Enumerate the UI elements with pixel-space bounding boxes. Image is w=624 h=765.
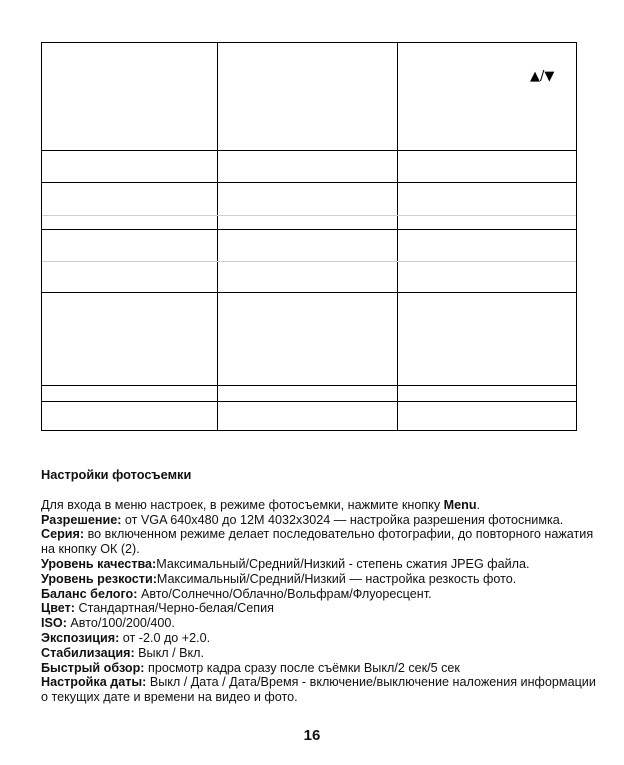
- item-text: во включенном режиме делает последовательно фотографии, до повторного нажатия на кнопку ОК (2).: [41, 527, 594, 557]
- list-item: [41, 631, 601, 646]
- item-text: от -2.0 до +2.0.: [119, 630, 211, 645]
- section-content: [41, 468, 601, 705]
- list-item: [41, 557, 601, 572]
- intro-text: Для входа в меню настроек, в режиме фотосъемки, нажмите кнопку: [41, 497, 444, 512]
- intro-tail: .: [476, 497, 481, 512]
- table-row-divider: [42, 150, 576, 151]
- table-column-divider: [397, 43, 398, 430]
- intro-paragraph: [41, 498, 601, 513]
- item-label: Настройка даты:: [41, 675, 147, 690]
- table-row-divider: [42, 215, 576, 216]
- item-label: Разрешение:: [41, 512, 122, 527]
- item-text: Максимальный/Средний/Низкий — настройка резкость фото.: [156, 571, 517, 586]
- list-item: [41, 527, 601, 557]
- list-item: [41, 661, 601, 676]
- up-down-arrows-icon: ▲/▼: [530, 69, 555, 84]
- item-label: Уровень качества:: [41, 556, 157, 571]
- item-text: просмотр кадра сразу после съёмки Выкл/2 сек/5 сек: [144, 660, 460, 675]
- table-row-divider: [42, 229, 576, 230]
- item-text: Авто/Солнечно/Облачно/Вольфрам/Флуоресцент.: [137, 586, 432, 601]
- table-row-divider: [42, 401, 576, 402]
- item-label: Цвет:: [41, 601, 75, 616]
- item-label: ISO:: [41, 616, 67, 631]
- table-column-divider: [217, 43, 218, 430]
- item-label: Экспозиция:: [41, 630, 120, 645]
- list-item: [41, 513, 601, 528]
- table-row-divider: [42, 182, 576, 183]
- item-label: Баланс белого:: [41, 586, 138, 601]
- table-row-divider: [42, 261, 576, 262]
- list-item: [41, 587, 601, 602]
- item-text: Выкл / Вкл.: [134, 645, 205, 660]
- page-number: 16: [303, 727, 321, 744]
- item-text: Авто/100/200/400.: [66, 616, 175, 631]
- item-label: Уровень резкости:: [41, 571, 157, 586]
- table-row-divider: [42, 385, 576, 386]
- item-label: Быстрый обзор:: [41, 660, 145, 675]
- list-item: [41, 675, 601, 705]
- section-heading: Настройки фотосъемки: [41, 467, 192, 482]
- item-text: Выкл / Дата / Дата/Время - включение/выключение наложения информации о текущих дате и времени на видео и фото.: [41, 675, 596, 705]
- item-label: Стабилизация:: [41, 645, 135, 660]
- settings-table: [41, 42, 577, 431]
- item-text: Стандартная/Черно-белая/Сепия: [74, 601, 274, 616]
- table-row-divider: [42, 292, 576, 293]
- list-item: [41, 601, 601, 616]
- list-item: [41, 646, 601, 661]
- menu-button-name: Menu: [443, 497, 477, 512]
- item-label: Серия:: [41, 527, 85, 542]
- item-text: Максимальный/Средний/Низкий - степень сжатия JPEG файла.: [156, 556, 530, 571]
- list-item: [41, 616, 601, 631]
- list-item: [41, 572, 601, 587]
- item-text: от VGA 640x480 до 12M 4032x3024 — настройка разрешения фотоснимка.: [121, 512, 564, 527]
